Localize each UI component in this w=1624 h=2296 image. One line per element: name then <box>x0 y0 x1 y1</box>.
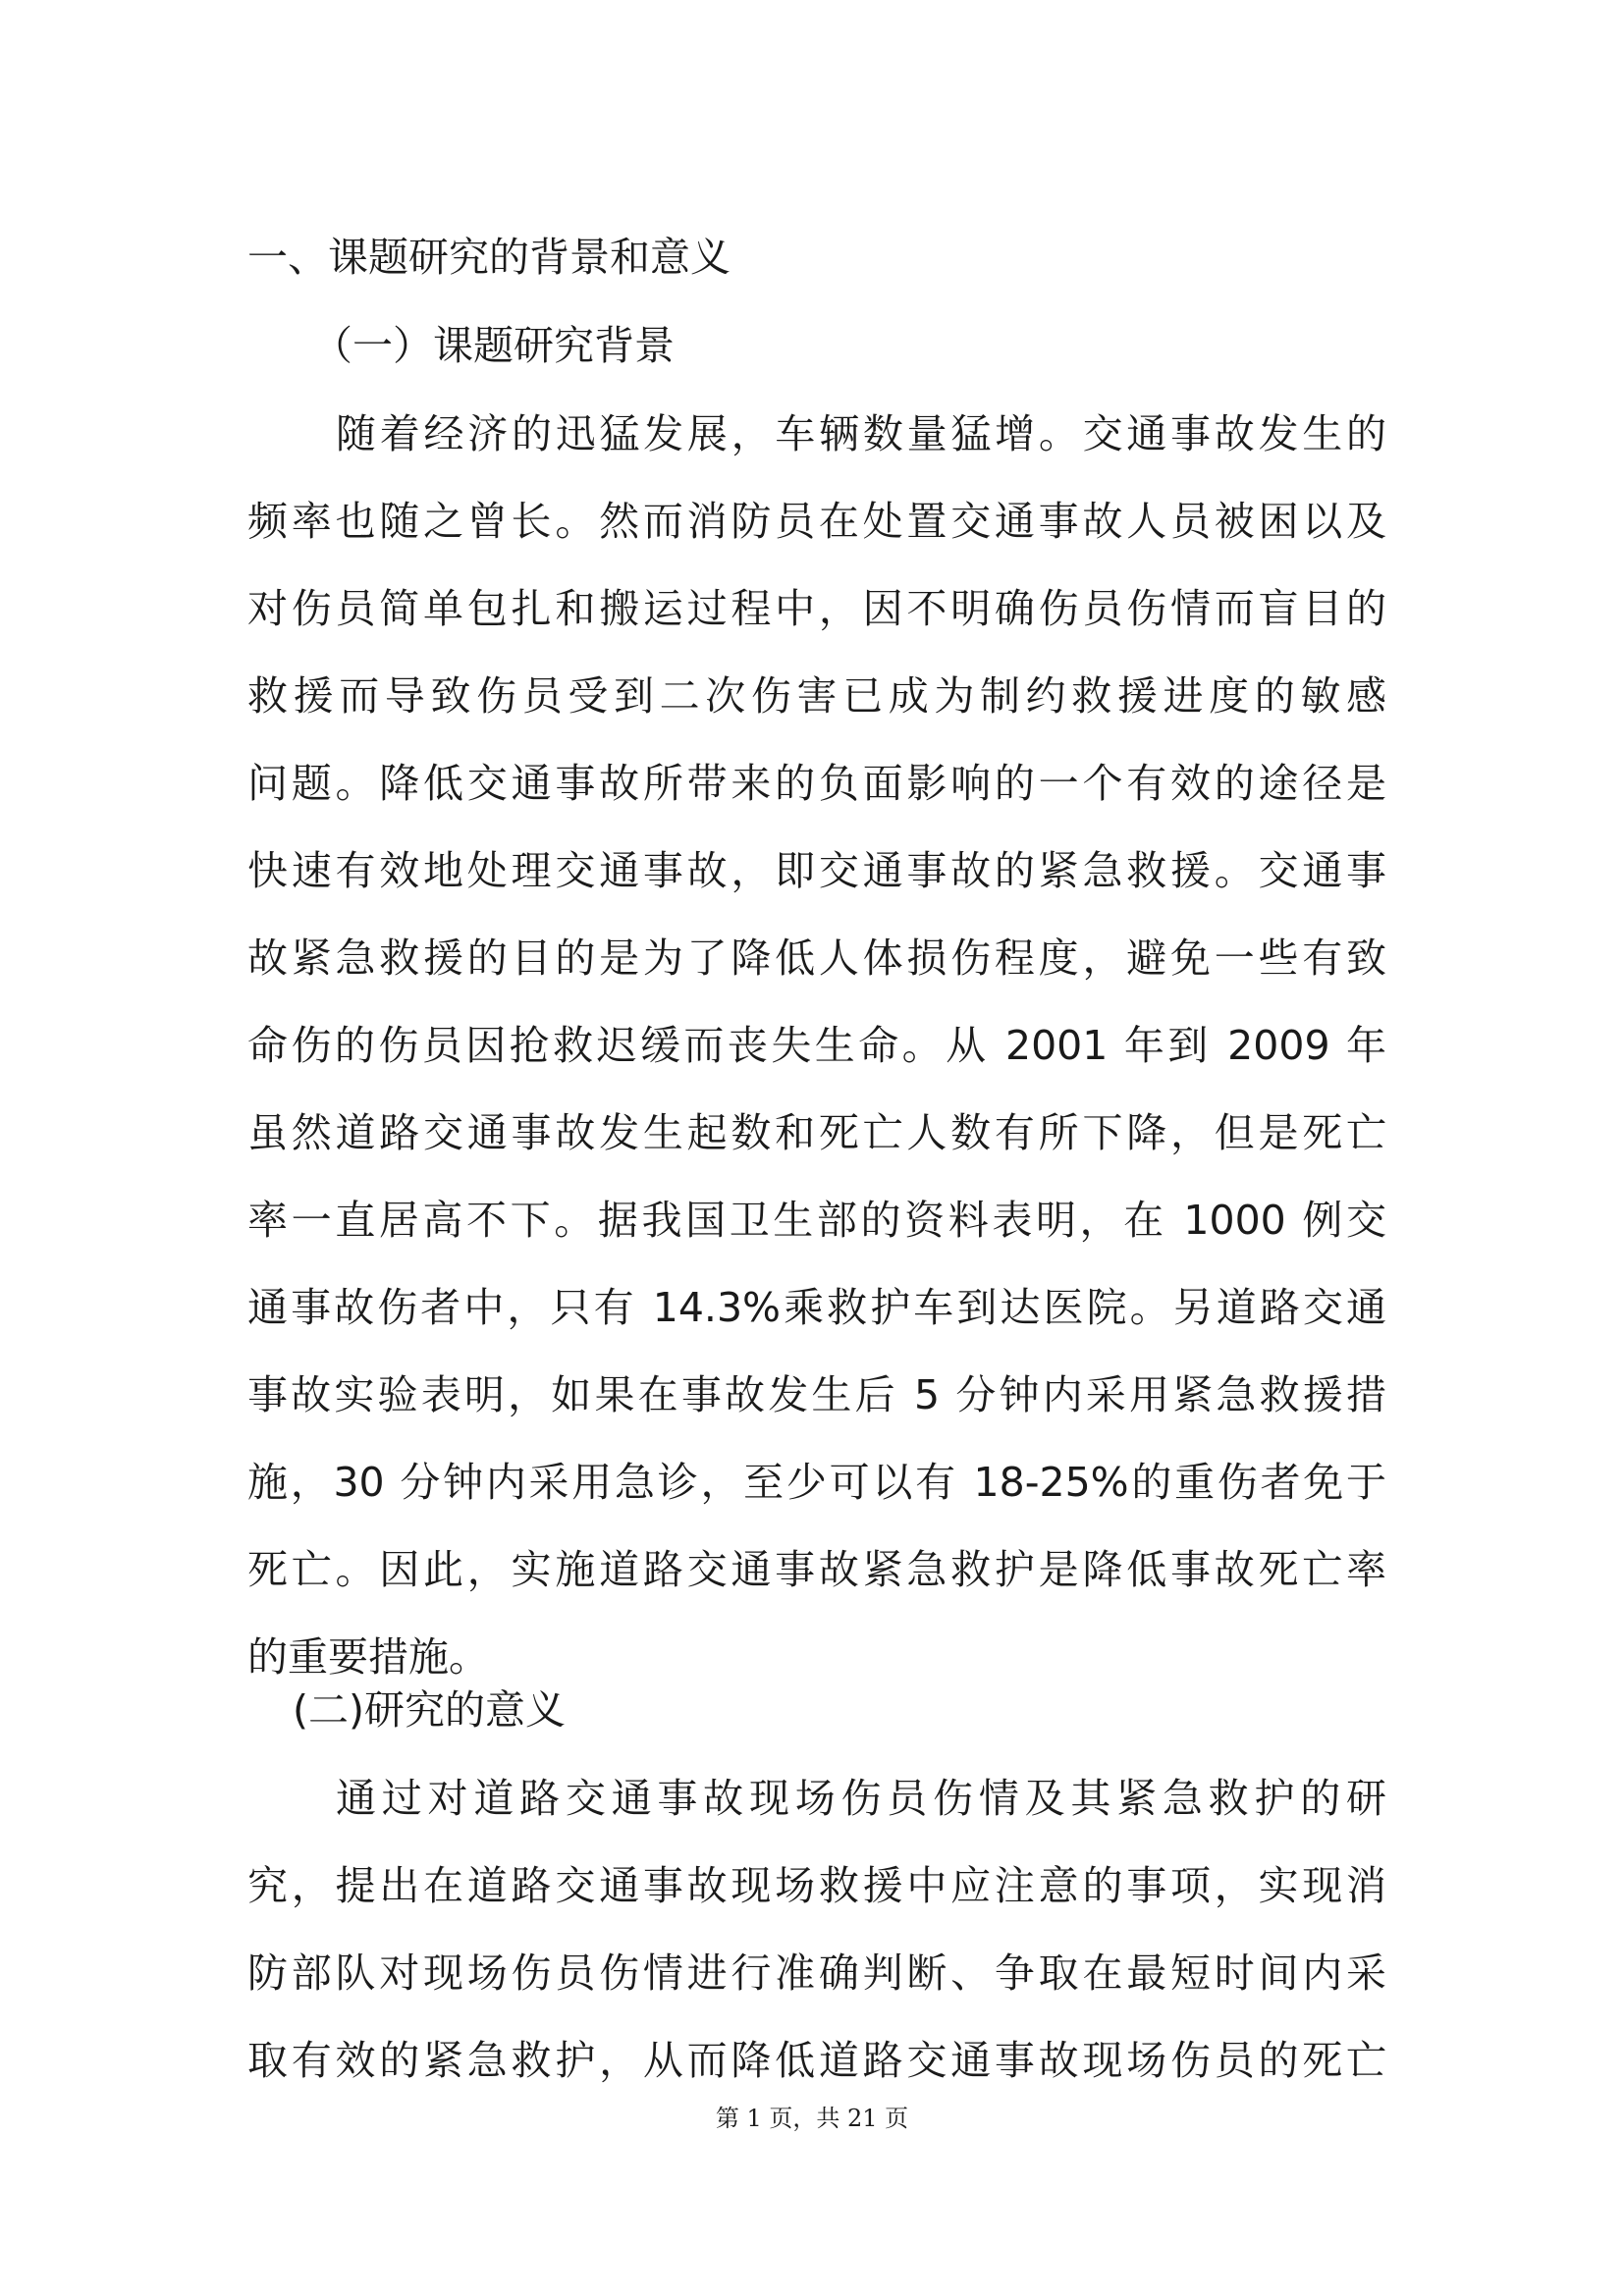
paragraph-line: 故紧急救援的目的是为了降低人体损伤程度，避免一些有致 <box>247 934 1386 982</box>
subsection-title-background: （一）课题研究背景 <box>312 322 675 369</box>
paragraph-line: 对伤员简单包扎和搬运过程中，因不明确伤员伤情而盲目的 <box>247 585 1386 632</box>
paragraph-line: 死亡。因此，实施道路交通事故紧急救护是降低事故死亡率 <box>247 1546 1386 1593</box>
paragraph-line: 问题。降低交通事故所带来的负面影响的一个有效的途径是 <box>247 760 1386 807</box>
paragraph-line: 防部队对现场伤员伤情进行准确判断、争取在最短时间内采 <box>247 1949 1386 1997</box>
paragraph-line: 的重要措施。 <box>247 1633 489 1681</box>
page-number-footer: 第 1 页，共 21 页 <box>715 2105 909 2132</box>
subsection-title-significance: (二)研究的意义 <box>293 1686 566 1734</box>
paragraph-line: 通事故伤者中，只有 14.3%乘救护车到达医院。另道路交通 <box>247 1284 1386 1331</box>
paragraph-line: 命伤的伤员因抢救迟缓而丧失生命。从 2001 年到 2009 年 <box>247 1022 1386 1069</box>
section-title: 一、课题研究的背景和意义 <box>247 234 731 281</box>
paragraph-line: 取有效的紧急救护，从而降低道路交通事故现场伤员的死亡 <box>247 2037 1386 2084</box>
paragraph-line: 虽然道路交通事故发生起数和死亡人数有所下降，但是死亡 <box>247 1109 1386 1156</box>
paragraph-line: 事故实验表明，如果在事故发生后 5 分钟内采用紧急救援措 <box>247 1371 1386 1418</box>
paragraph-line: 随着经济的迅猛发展，车辆数量猛增。交通事故发生的 <box>336 410 1386 457</box>
paragraph-line: 施，30 分钟内采用急诊，至少可以有 18-25%的重伤者免于 <box>247 1459 1386 1506</box>
paragraph-line: 率一直居高不下。据我国卫生部的资料表明，在 1000 例交 <box>247 1197 1386 1244</box>
paragraph-line: 快速有效地处理交通事故，即交通事故的紧急救援。交通事 <box>247 847 1386 894</box>
paragraph-line: 频率也随之曾长。然而消防员在处置交通事故人员被困以及 <box>247 498 1386 545</box>
paragraph-line: 救援而导致伤员受到二次伤害已成为制约救援进度的敏感 <box>247 672 1386 720</box>
paragraph-line: 究，提出在道路交通事故现场救援中应注意的事项，实现消 <box>247 1862 1386 1909</box>
paragraph-line: 通过对道路交通事故现场伤员伤情及其紧急救护的研 <box>336 1775 1386 1822</box>
